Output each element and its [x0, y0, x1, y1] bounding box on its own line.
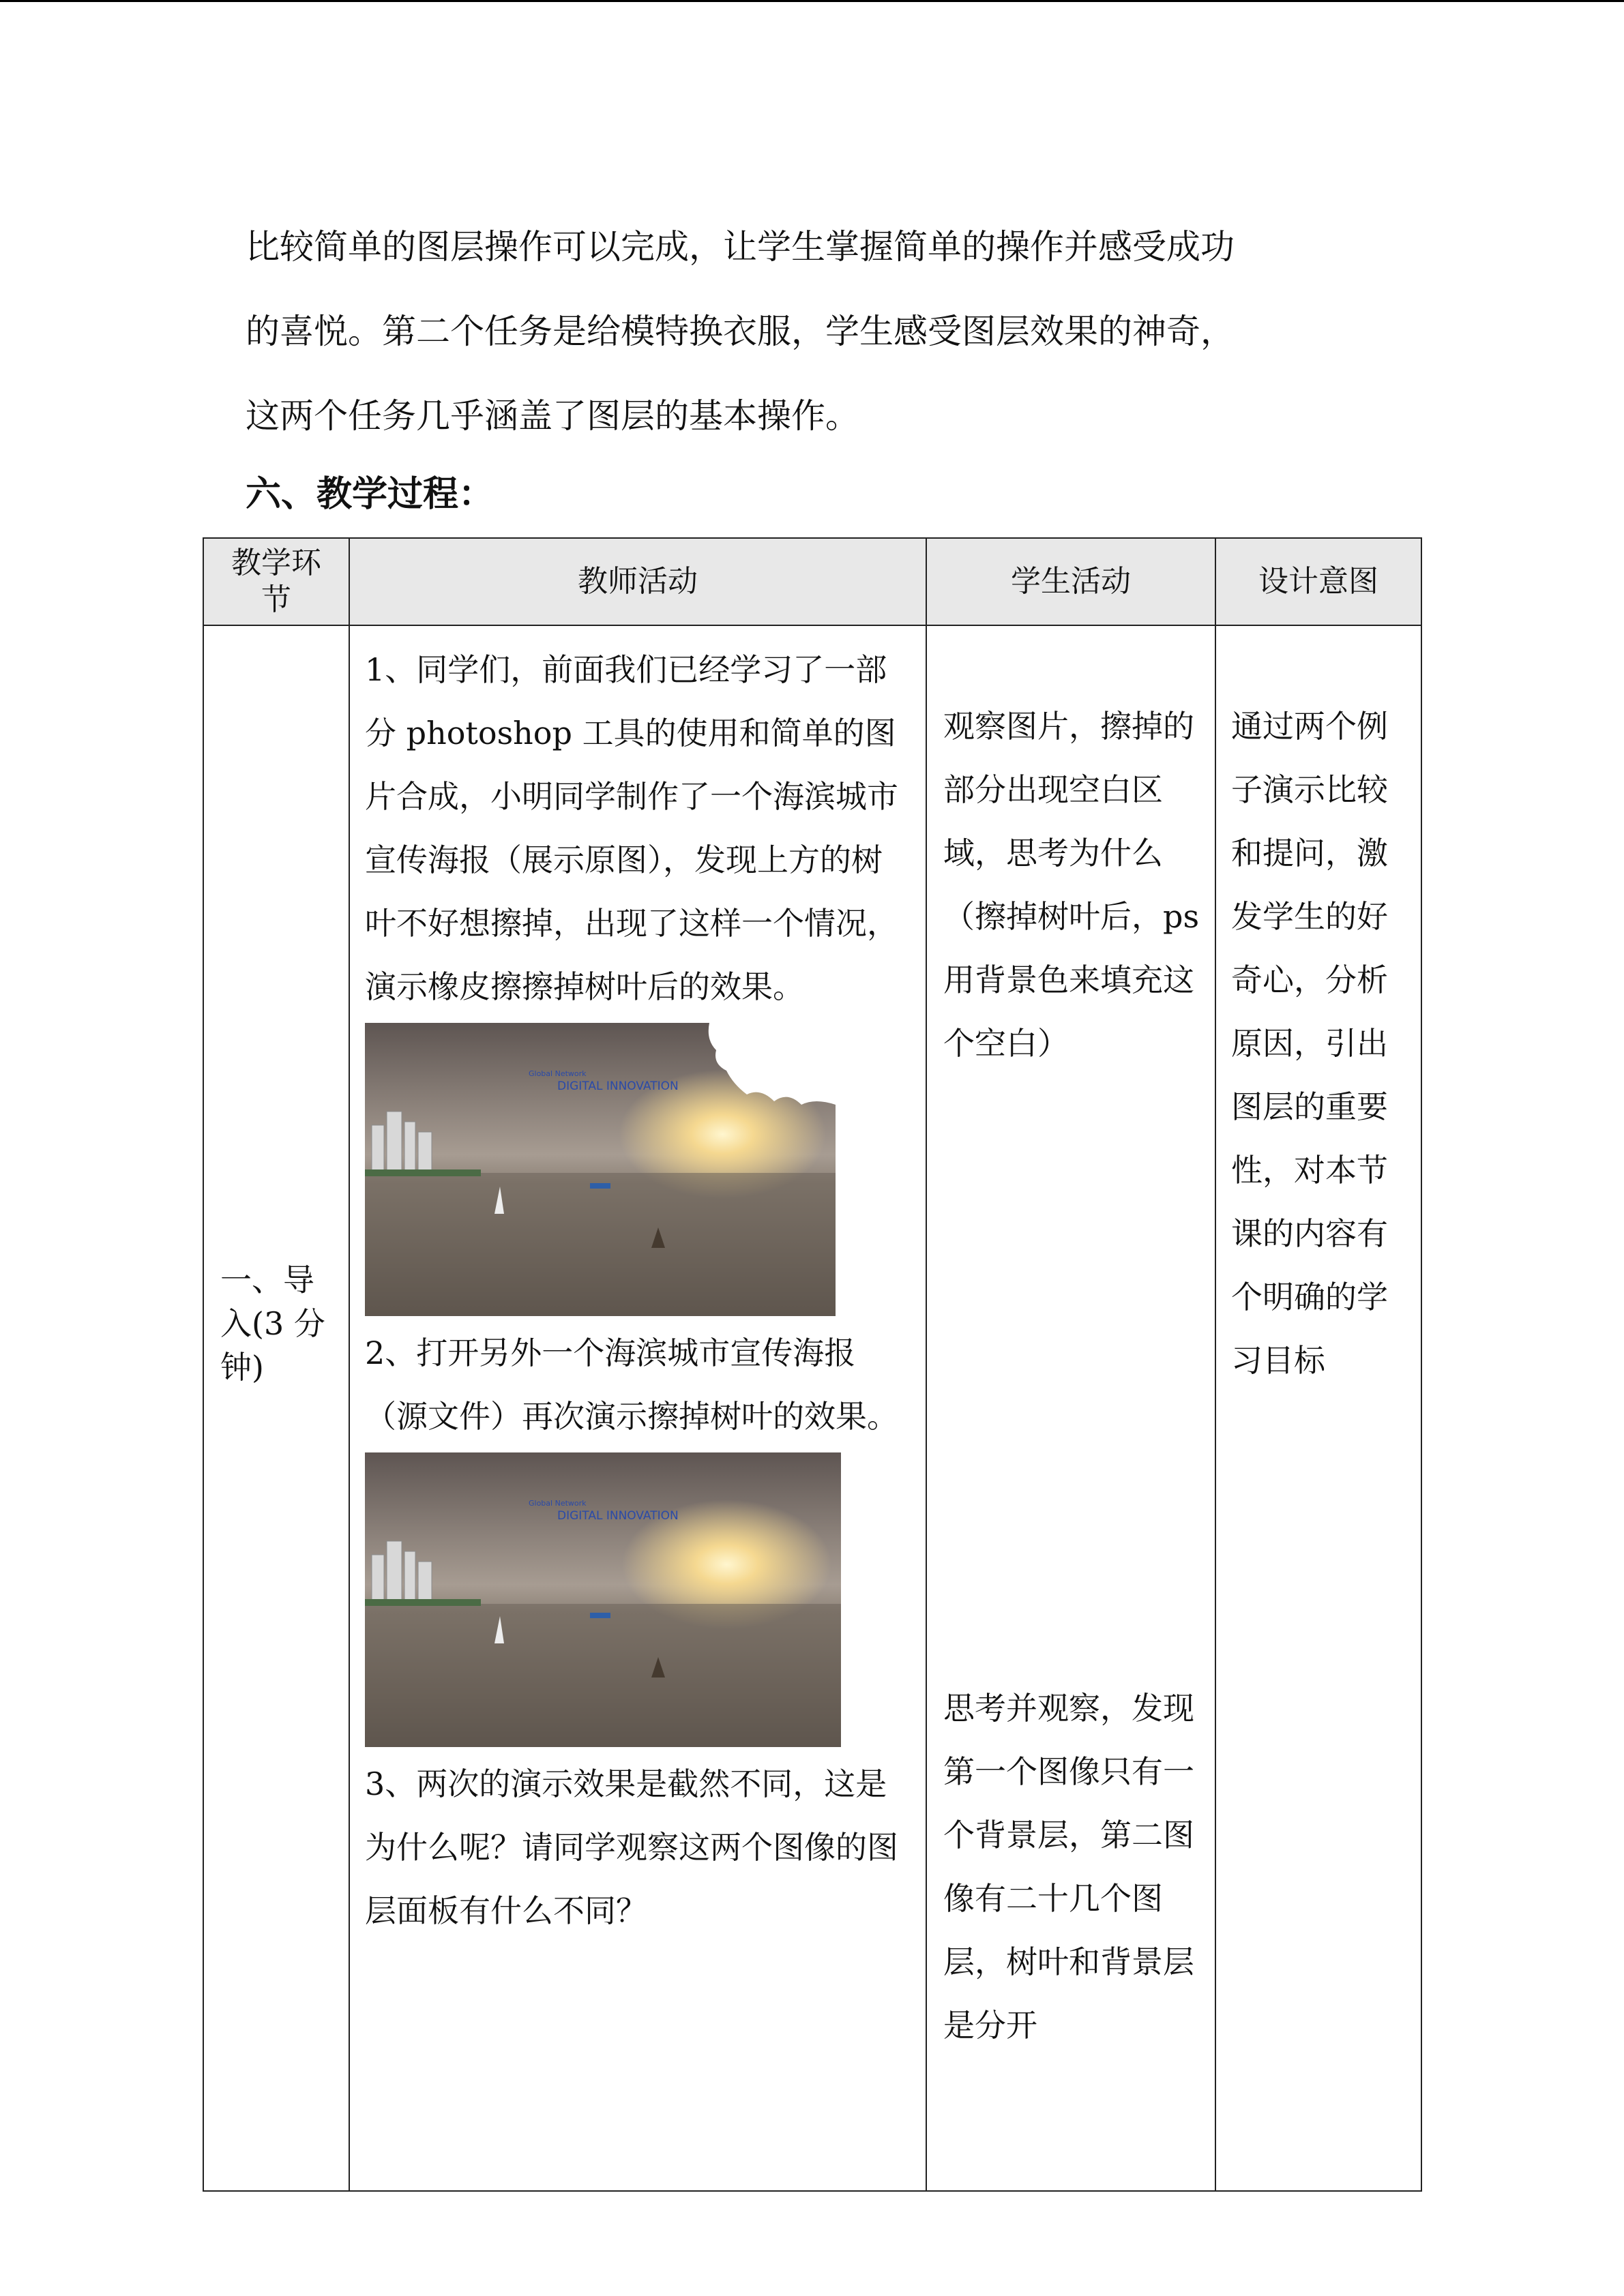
header-student: 学生活动	[926, 538, 1215, 625]
brand-small: Global Network	[529, 1499, 587, 1508]
teacher-step-1: 1、同学们，前面我们已经学习了一部分 photoshop 工具的使用和简单的图片合成，小明同学制作了一个海滨城市宣传海报（展示原图），发现上方的树叶不好想擦掉，出现了这样一个情况，演示橡皮擦擦掉树叶后的效果。	[365, 651, 898, 1005]
student-activity-1: 观察图片，擦掉的部分出现空白区域，思考为什么（擦掉树叶后，ps 用背景色来填充这个空白）	[943, 708, 1200, 1062]
header-design: 设计意图	[1215, 538, 1421, 625]
table-header-row	[203, 538, 1421, 625]
intro-paragraph	[246, 205, 1405, 458]
intro-line: 的喜悦。第二个任务是给模特换衣服，学生感受图层效果的神奇，	[246, 312, 1235, 351]
poster-image-erased	[365, 1023, 836, 1316]
brand-big: DIGITAL INNOVATION	[557, 1079, 679, 1093]
page-top-border	[0, 0, 1624, 2]
stage-label: 一、导入(3 分钟)	[220, 1262, 325, 1386]
design-intent: 通过两个例子演示比较和提问，激发学生的好奇心，分析原因，引出图层的重要性，对本节课的内容有个明确的学习目标	[1231, 708, 1388, 1379]
section-heading: 六、教学过程：	[246, 473, 494, 515]
design-cell	[1215, 625, 1421, 2191]
student-activity-2: 思考并观察，发现第一个图像只有一个背景层，第二图像有二十几个图层，树叶和背景层是分开	[943, 1690, 1194, 2044]
teacher-step-3: 3、两次的演示效果是截然不同，这是为什么呢？请同学观察这两个图像的图层面板有什么不同？	[365, 1765, 898, 1929]
table-row	[203, 625, 1421, 2191]
student-cell	[926, 625, 1215, 2191]
teaching-process-table	[203, 537, 1422, 2192]
teacher-step-2: 2、打开另外一个海滨城市宣传海报（源文件）再次演示擦掉树叶的效果。	[365, 1335, 898, 1435]
brand-small: Global Network	[529, 1069, 587, 1078]
intro-line: 这两个任务几乎涵盖了图层的基本操作。	[246, 396, 859, 436]
poster-image-layered	[365, 1452, 841, 1747]
stage-cell	[203, 625, 349, 2191]
header-stage: 教学环节	[203, 538, 349, 625]
header-teacher: 教师活动	[349, 538, 926, 625]
intro-line: 比较简单的图层操作可以完成，让学生掌握简单的操作并感受成功	[246, 227, 1235, 267]
brand-big: DIGITAL INNOVATION	[557, 1509, 679, 1523]
teacher-cell	[349, 625, 926, 2191]
